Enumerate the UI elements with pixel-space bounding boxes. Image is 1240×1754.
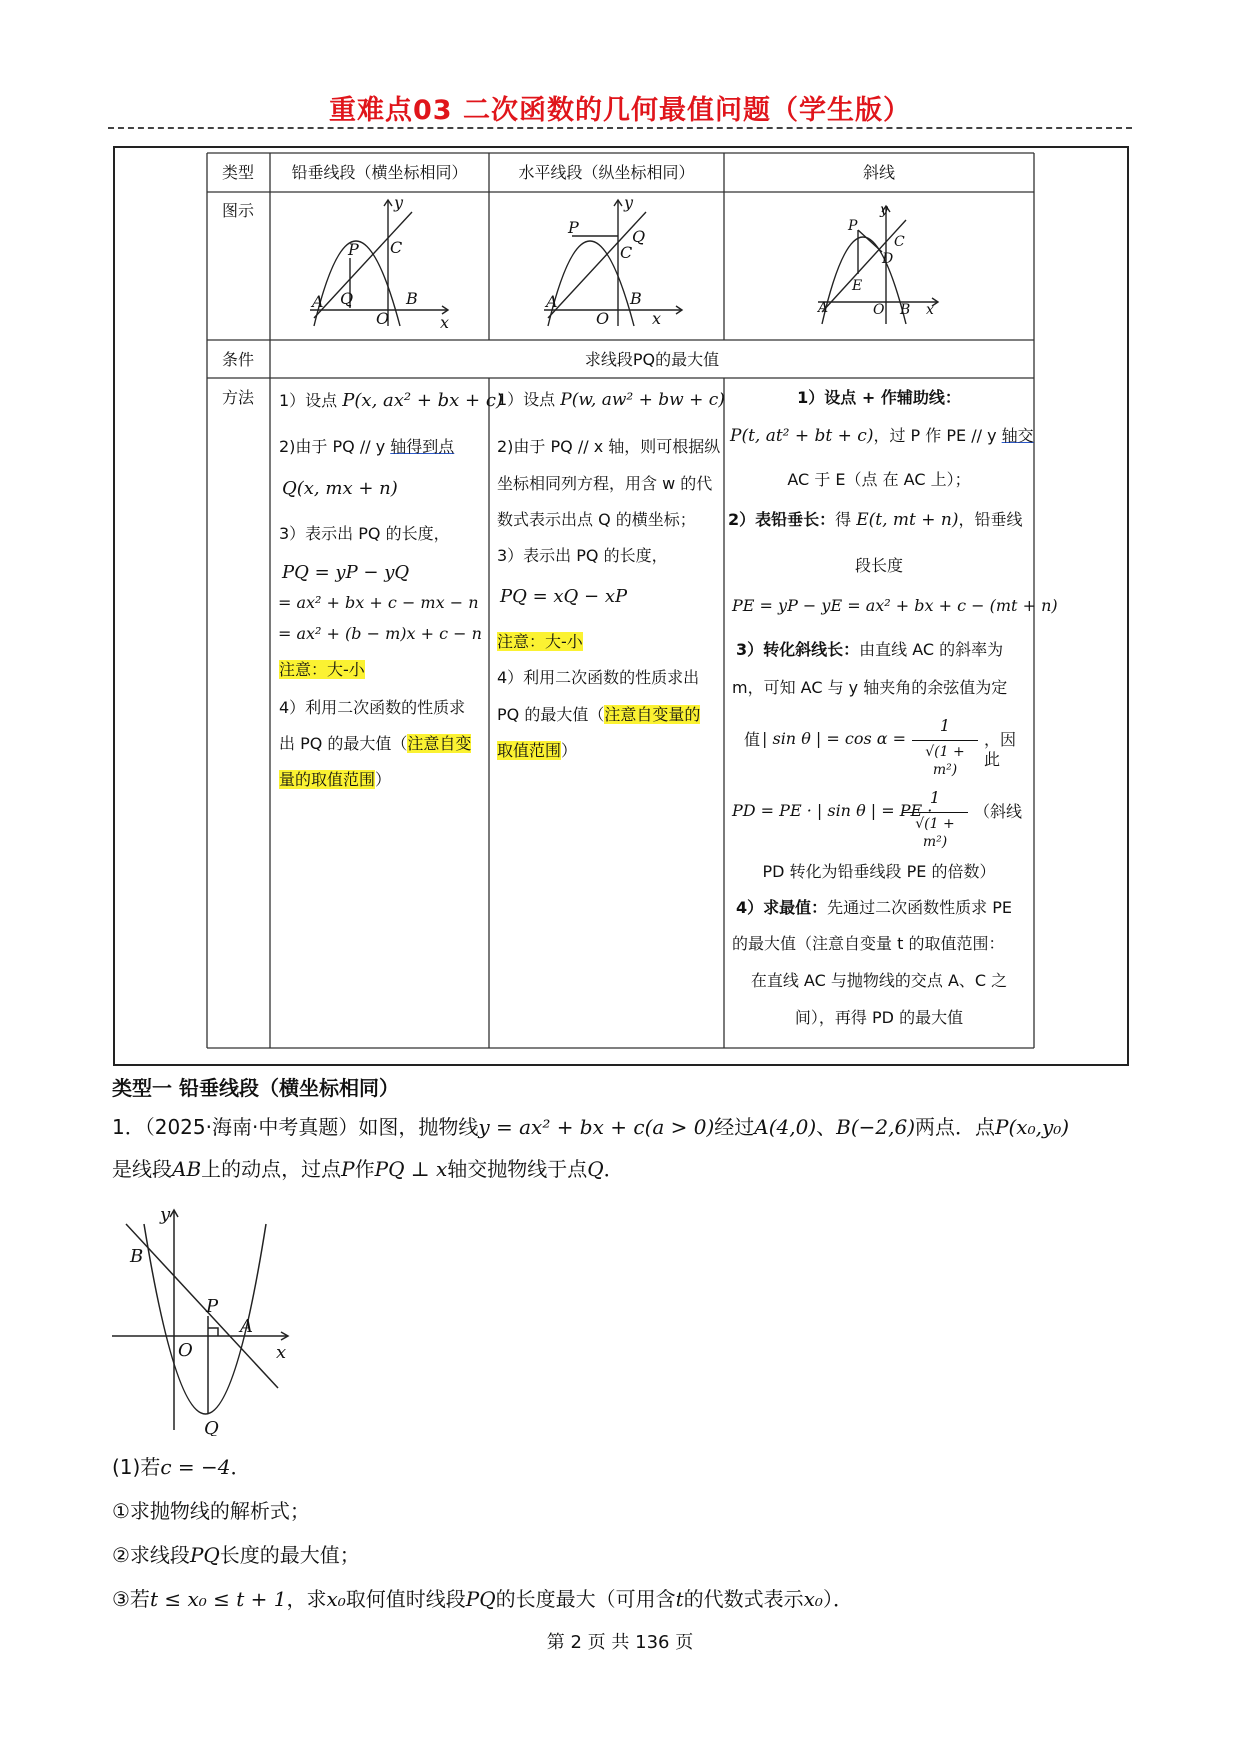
c2-line2: 2)由于 PQ // x 轴，则可根据纵 bbox=[497, 437, 721, 456]
c2-formula: PQ = xQ − xP bbox=[500, 586, 628, 607]
c1-formula2: = ax² + bx + c − mx − n bbox=[278, 593, 479, 612]
figure-horizontal-segment bbox=[534, 196, 694, 334]
fig2-label-b: B bbox=[630, 289, 642, 308]
c3-line7: 3）转化斜线长：由直线 AC 的斜率为 bbox=[736, 640, 1004, 659]
problem-figure bbox=[108, 1204, 298, 1436]
problem-line2: 是线段AB上的动点，过点P作PQ ⊥ x轴交抛物线于点Q． bbox=[112, 1157, 624, 1181]
c3-line5: 段长度 bbox=[854, 556, 903, 575]
fig2-label-x: x bbox=[652, 309, 662, 328]
fig1-label-p: P bbox=[348, 240, 359, 259]
c3-line9: 值 | sin θ | = cos α = 1 √(1 + m²) ，因此 bbox=[744, 716, 1017, 778]
c1-line4: 3）表示出 PQ 的长度， bbox=[279, 524, 450, 543]
c3-formula-pe: PE = yP − yE = ax² + bx + c − (mt + n) bbox=[732, 596, 1058, 615]
row-head-method: 方法 bbox=[222, 388, 255, 407]
fig3-label-p: P bbox=[848, 218, 858, 234]
fig1-label-c: C bbox=[390, 238, 403, 257]
fig1-label-b: B bbox=[406, 289, 418, 308]
c1-note: 注意：大-小 bbox=[279, 660, 365, 679]
fig3-label-b: B bbox=[900, 302, 911, 318]
fig2-label-p: P bbox=[568, 218, 579, 237]
fig3-label-a: A bbox=[818, 300, 829, 316]
c3-line3: AC 于 E（点 在 AC 上）； bbox=[787, 470, 971, 489]
c3-line13: 的最大值（注意自变量 t 的取值范围： bbox=[732, 934, 1005, 953]
pfig-label-q: Q bbox=[204, 1418, 219, 1436]
c1-point-p: P(x, ax² + bx + c) bbox=[342, 390, 503, 411]
c1-line9: 4）利用二次函数的性质求 bbox=[279, 698, 466, 717]
c1-line10: 出 PQ 的最大值（注意自变 bbox=[279, 734, 472, 753]
c2-point-p: P(w, aw² + bw + c) bbox=[560, 390, 725, 410]
c2-line3: 坐标相同列方程，用含 w 的代 bbox=[497, 474, 713, 493]
fig2-label-o: O bbox=[596, 309, 610, 328]
figure-vertical-segment bbox=[300, 196, 460, 334]
c3-line4: 2）表铅垂长：得 E(t, mt + n)，铅垂线 bbox=[728, 510, 1023, 530]
c3-line11: PD 转化为铅垂线段 PE 的倍数） bbox=[762, 862, 996, 881]
c1-formula3: = ax² + (b − m)x + c − n bbox=[278, 624, 482, 643]
fig3-label-c: C bbox=[894, 234, 905, 250]
pfig-label-a: A bbox=[240, 1316, 253, 1337]
fig3-label-y: y bbox=[880, 202, 888, 218]
col-head-horizontal: 水平线段（纵坐标相同） bbox=[518, 163, 695, 182]
fig1-label-x: x bbox=[440, 313, 450, 332]
c3-line2: P(t, at² + bt + c)，过 P 作 PE // y 轴交 bbox=[730, 426, 1034, 446]
question-1-3: ③若t ≤ x₀ ≤ t + 1，求x₀取何值时线段PQ的长度最大（可用含t的代数式表示x₀）． bbox=[112, 1587, 853, 1611]
pfig-label-x: x bbox=[276, 1342, 287, 1363]
fig3-label-x: x bbox=[926, 302, 934, 318]
pfig-label-p: P bbox=[206, 1296, 219, 1317]
c2-line9: PQ 的最大值（注意自变量的 bbox=[497, 705, 701, 724]
c2-line4: 数式表示出点 Q 的横坐标； bbox=[497, 510, 696, 529]
c1-line1: 1）设点 P(x, ax² + bx + c) bbox=[279, 390, 503, 411]
row-head-type: 类型 bbox=[222, 163, 255, 182]
row-head-condition: 条件 bbox=[222, 350, 255, 369]
fig3-label-d: D bbox=[882, 251, 894, 267]
c3-line15: 间），再得 PD 的最大值 bbox=[794, 1008, 964, 1027]
col-head-vertical: 铅垂线段（横坐标相同） bbox=[291, 163, 468, 182]
figure-oblique-segment bbox=[810, 200, 960, 332]
c1-line11: 量的取值范围） bbox=[279, 770, 392, 789]
question-1-1: ①求抛物线的解析式； bbox=[112, 1499, 310, 1523]
c3-line14: 在直线 AC 与抛物线的交点 A、C 之 bbox=[750, 971, 1008, 990]
fig1-label-o: O bbox=[376, 309, 390, 328]
c2-line8: 4）利用二次函数的性质求出 bbox=[497, 668, 700, 687]
c1-line2: 2)由于 PQ // y 轴得到点 bbox=[279, 437, 455, 456]
pfig-label-b: B bbox=[130, 1246, 144, 1267]
question-1-2: ②求线段PQ长度的最大值； bbox=[112, 1543, 360, 1567]
fig2-label-y: y bbox=[624, 196, 634, 212]
fig2-label-q: Q bbox=[632, 227, 646, 246]
fig2-label-c: C bbox=[620, 243, 633, 262]
page-title: 重难点03 二次函数的几何最值问题（学生版） bbox=[329, 95, 911, 126]
c2-line1: 1）设点 P(w, aw² + bw + c) bbox=[497, 390, 725, 410]
c2-note: 注意：大-小 bbox=[497, 632, 583, 651]
c1-formula1: PQ = yP − yQ bbox=[282, 562, 410, 583]
page-footer: 第 2 页 共 136 页 bbox=[546, 1632, 694, 1653]
fig1-label-a: A bbox=[312, 292, 324, 311]
c2-line5: 3）表示出 PQ 的长度， bbox=[497, 546, 668, 565]
fig3-label-e: E bbox=[852, 278, 863, 294]
section-heading: 类型一 铅垂线段（横坐标相同） bbox=[112, 1076, 399, 1100]
fig1-label-y: y bbox=[394, 196, 404, 212]
c3-line8: m，可知 AC 与 y 轴夹角的余弦值为定 bbox=[732, 678, 1008, 697]
row-head-figure: 图示 bbox=[222, 201, 255, 220]
c2-line10: 取值范围） bbox=[497, 741, 578, 760]
fig3-label-o: O bbox=[873, 302, 885, 318]
condition-text: 求线段PQ的最大值 bbox=[584, 350, 720, 369]
col-head-oblique: 斜线 bbox=[862, 163, 895, 182]
c3-line10: PD = PE · | sin θ | = PE · 1 √(1 + m²) （斜线 bbox=[732, 788, 1023, 850]
problem-line1: 1．（2025·海南·中考真题）如图，抛物线y = ax² + bx + c(a > 0)经过A(4,0)、B(−2,6)两点．点P(x₀,y₀) bbox=[112, 1115, 1070, 1139]
question-1: (1)若c = −4． bbox=[112, 1455, 251, 1479]
fig1-label-q: Q bbox=[340, 289, 354, 308]
pfig-label-o: O bbox=[178, 1340, 193, 1361]
pfig-label-y: y bbox=[160, 1204, 171, 1225]
c1-point-q: Q(x, mx + n) bbox=[282, 478, 398, 499]
fig2-label-a: A bbox=[546, 292, 558, 311]
c3-line12: 4）求最值：先通过二次函数性质求 PE bbox=[736, 898, 1012, 917]
c3-step1: 1）设点 + 作辅助线： bbox=[797, 388, 961, 407]
